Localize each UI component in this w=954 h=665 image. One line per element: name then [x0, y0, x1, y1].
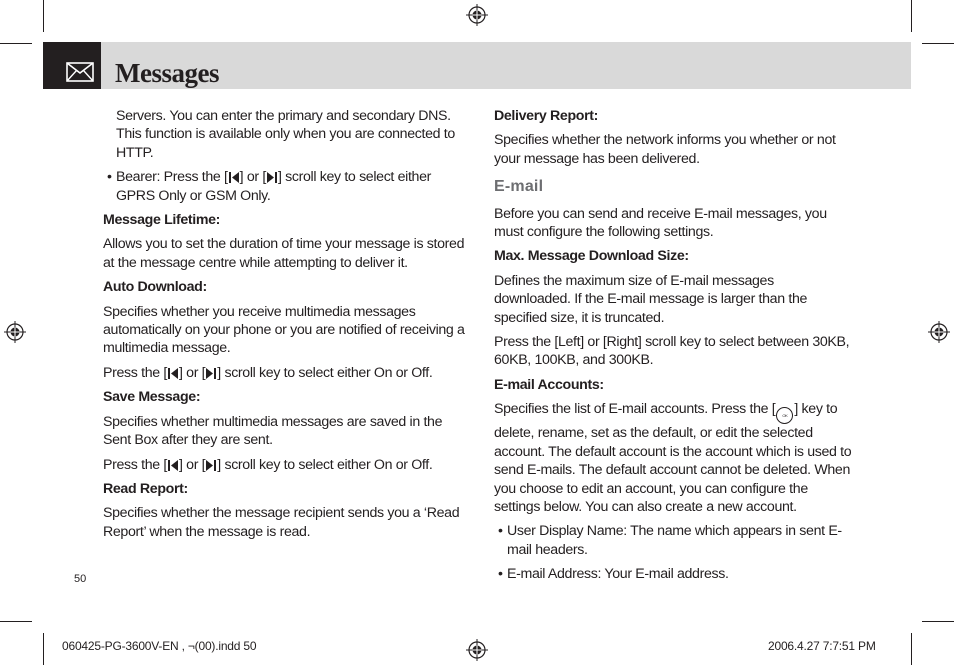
- bearer-suffix: ] scroll key to select either GPRS Only or GSM Only.: [116, 169, 432, 204]
- crop-mark: [911, 0, 912, 32]
- auto-download-heading: Auto Download:: [103, 279, 207, 296]
- bullet-dot: •: [498, 523, 503, 540]
- scroll-left-key-icon: [168, 460, 178, 471]
- scroll-right-key-icon: [206, 460, 216, 471]
- bearer-bullet: [103, 168, 465, 205]
- max-download-press-text: Press the [Left] or [Right] scroll key to select between 30KB, 60KB, 100KB, and 300KB.: [494, 334, 850, 369]
- read-report-text: Specifies whether the message recipient sends you a ‘Read Report’ when the message is read.: [103, 505, 460, 540]
- scroll-left-key-icon: [168, 368, 178, 379]
- crop-mark: [911, 633, 912, 665]
- auto-download-press-text: [103, 364, 465, 382]
- page-number: 50: [74, 573, 87, 585]
- auto-download-text: Specifies whether you receive multimedia messages automatically on your phone or you are notified of receiving a multimedia message.: [103, 303, 465, 357]
- bullet-dot: •: [107, 169, 112, 186]
- crop-mark: [43, 0, 44, 32]
- right-column: [494, 101, 852, 590]
- footer-timestamp: 2006.4.27 7:7:51 PM: [768, 639, 876, 653]
- email-intro-text: Before you can send and receive E-mail messages, you must configure the following settings.: [494, 205, 827, 241]
- message-lifetime-heading: Message Lifetime:: [103, 212, 221, 229]
- bearer-mid: ] or [: [239, 169, 266, 186]
- save-message-text: Specifies whether multimedia messages are saved in the Sent Box after they are sent.: [103, 413, 443, 449]
- registration-mark-icon: [466, 4, 488, 26]
- registration-mark-icon: [4, 321, 26, 343]
- registration-mark-icon: [466, 639, 488, 661]
- scroll-right-key-icon: [267, 172, 277, 183]
- crop-mark: [922, 43, 954, 44]
- bullet-user-display-name: [494, 522, 852, 559]
- servers-text: Servers. You can enter the primary and secondary DNS. This function is available only when you are connected to HTTP.: [116, 108, 455, 161]
- bullet-email-address: [494, 565, 852, 583]
- left-column: [103, 107, 465, 547]
- message-lifetime-text: Allows you to set the duration of time your message is stored at the message centre while attempting to deliver it.: [103, 236, 465, 271]
- delivery-report-text: Specifies whether the network informs you whether or not your message has been delivered.: [494, 132, 836, 167]
- email-accounts-heading: E-mail Accounts:: [494, 376, 604, 393]
- header-icon-box: [43, 42, 101, 89]
- envelope-icon: [66, 62, 94, 82]
- press-suffix: ] scroll key to select either On or Off.: [217, 364, 433, 381]
- scroll-left-key-icon: [229, 172, 239, 183]
- email-accounts-text: [494, 400, 852, 516]
- email-accounts-suffix: ] key to delete, rename, set as the default, or edit the selected account. The default account is the account which is used to send E-mails. The default account cannot be deleted. When you choose to edit an account, you can configure the settings below. You can also create a new account.: [494, 401, 852, 515]
- save-message-heading: Save Message:: [103, 389, 201, 406]
- scroll-right-key-icon: [206, 368, 216, 379]
- press-suffix: ] scroll key to select either On or Off.: [217, 456, 433, 473]
- delivery-report-heading: Delivery Report:: [494, 108, 598, 124]
- max-download-heading: Max. Message Download Size:: [494, 248, 689, 265]
- crop-mark: [43, 633, 44, 665]
- press-mid: ] or [: [178, 456, 206, 473]
- press-prefix: Press the [: [103, 456, 167, 473]
- press-mid: ] or [: [178, 364, 206, 381]
- email-accounts-prefix: Specifies the list of E-mail accounts. Press the [: [494, 401, 776, 418]
- registration-mark-icon: [928, 321, 950, 343]
- bullet-user-display-text: User Display Name: The name which appears in sent E-mail headers.: [507, 523, 842, 558]
- crop-mark: [0, 621, 32, 622]
- header-bar: [101, 42, 911, 89]
- ok-key-icon: OK: [776, 407, 793, 424]
- footer-file-info: 060425-PG-3600V-EN , ¬(00).indd 50: [62, 639, 257, 653]
- save-message-press-text: [103, 456, 465, 474]
- crop-mark: [0, 43, 32, 44]
- max-download-text: Defines the maximum size of E-mail messages downloaded. If the E-mail message is larger than the specified size, it is truncated.: [494, 272, 808, 326]
- bullet-dot: •: [498, 566, 503, 583]
- press-prefix: Press the [: [103, 364, 167, 381]
- email-section-heading: E-mail: [494, 178, 544, 196]
- read-report-heading: Read Report:: [103, 480, 188, 497]
- page-title: Messages: [115, 58, 219, 88]
- crop-mark: [922, 621, 954, 622]
- bearer-prefix: Bearer: Press the [: [116, 169, 228, 186]
- bullet-email-address-text: E-mail Address: Your E-mail address.: [507, 566, 729, 583]
